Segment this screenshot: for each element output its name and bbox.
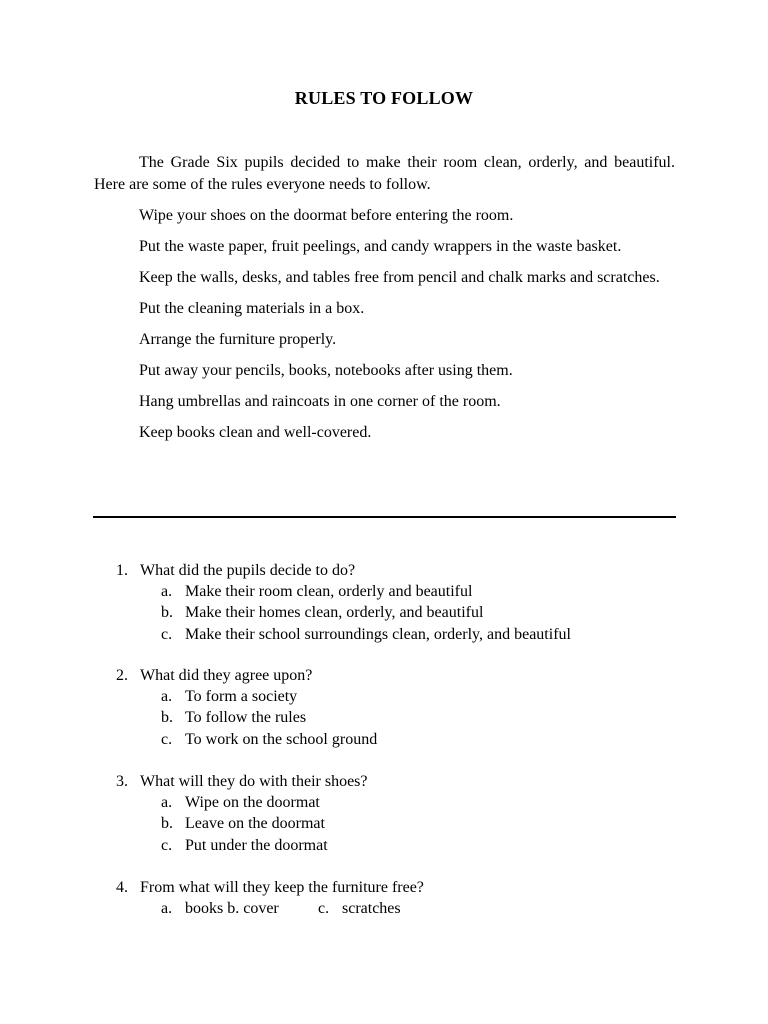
option-text: To form a society [185,688,298,705]
option-text: Make their homes clean, orderly, and beautiful [185,604,484,622]
answer-options [161,792,368,856]
answer-option[interactable] [161,624,571,645]
page-title: RULES TO FOLLOW [294,88,474,108]
question-text: What will they do with their shoes? [140,773,368,790]
passage-paragraph: Arrange the furniture properly. [139,331,337,348]
passage-paragraph: Wipe your shoes on the doormat before entering the room. [139,207,514,224]
passage-paragraph: Keep books clean and well-covered. [139,424,372,441]
answer-options [161,581,571,645]
option-text: Put under the doormat [185,836,328,854]
question-1 [116,560,571,645]
option-letter: b. [161,709,173,727]
question-number: 2. [116,667,128,684]
answer-option[interactable] [161,707,377,728]
option-letter: c. [161,625,173,643]
question-number: 1. [116,562,128,579]
option-text: To follow the rules [185,709,307,727]
answer-option[interactable] [161,602,571,623]
question-3 [116,771,368,856]
passage-paragraph: Keep the walls, desks, and tables free from pencil and chalk marks and scratches. [139,269,660,286]
answer-option[interactable] [161,581,571,602]
question-text: What did they agree upon? [140,667,313,684]
answer-option[interactable] [161,813,368,834]
option-text: Wipe on the doormat [185,794,320,811]
section-divider [93,516,676,518]
question-number: 4. [116,879,128,896]
option-text: Leave on the doormat [185,815,325,833]
question-stem [116,877,424,898]
question-stem [116,665,377,686]
answer-options [161,898,424,919]
answer-option[interactable] [161,729,377,750]
option-text[interactable]: scratches [342,900,401,917]
option-text: Make their school surroundings clean, orderly, and beautiful [185,625,571,643]
option-letter: a. [161,794,173,811]
question-4 [116,877,424,919]
question-stem [116,771,368,792]
option-text[interactable]: books b. cover [185,900,279,917]
answer-option[interactable] [161,792,368,813]
option-letter: b. [161,604,173,622]
option-letter: a. [161,688,173,705]
passage-paragraph: Put the waste paper, fruit peelings, and candy wrappers in the waste basket. [139,238,622,255]
answer-option[interactable] [161,835,368,856]
question-number: 3. [116,773,128,790]
option-text: Make their room clean, orderly and beautiful [185,583,473,600]
answer-options [161,686,377,750]
option-letter: c. [318,900,330,917]
answer-option-row [161,898,424,919]
option-letter: c. [161,730,173,748]
option-text: To work on the school ground [185,730,378,748]
option-letter: b. [161,815,173,833]
passage-paragraph: Hang umbrellas and raincoats in one corner of the room. [139,393,501,410]
option-letter: c. [161,836,173,854]
option-letter: a. [161,583,173,600]
question-text: From what will they keep the furniture free? [140,879,424,896]
question-2 [116,665,377,750]
option-letter: a. [161,900,173,917]
passage-paragraph: The Grade Six pupils decided to make their room clean, orderly, and beautiful. Here are some of the rules everyone needs to follow. [94,154,675,193]
passage-paragraph: Put away your pencils, books, notebooks after using them. [139,362,513,379]
question-text: What did the pupils decide to do? [140,562,356,579]
answer-option[interactable] [161,686,377,707]
question-stem [116,560,571,581]
reading-passage [94,152,675,453]
passage-paragraph: Put the cleaning materials in a box. [139,300,365,317]
